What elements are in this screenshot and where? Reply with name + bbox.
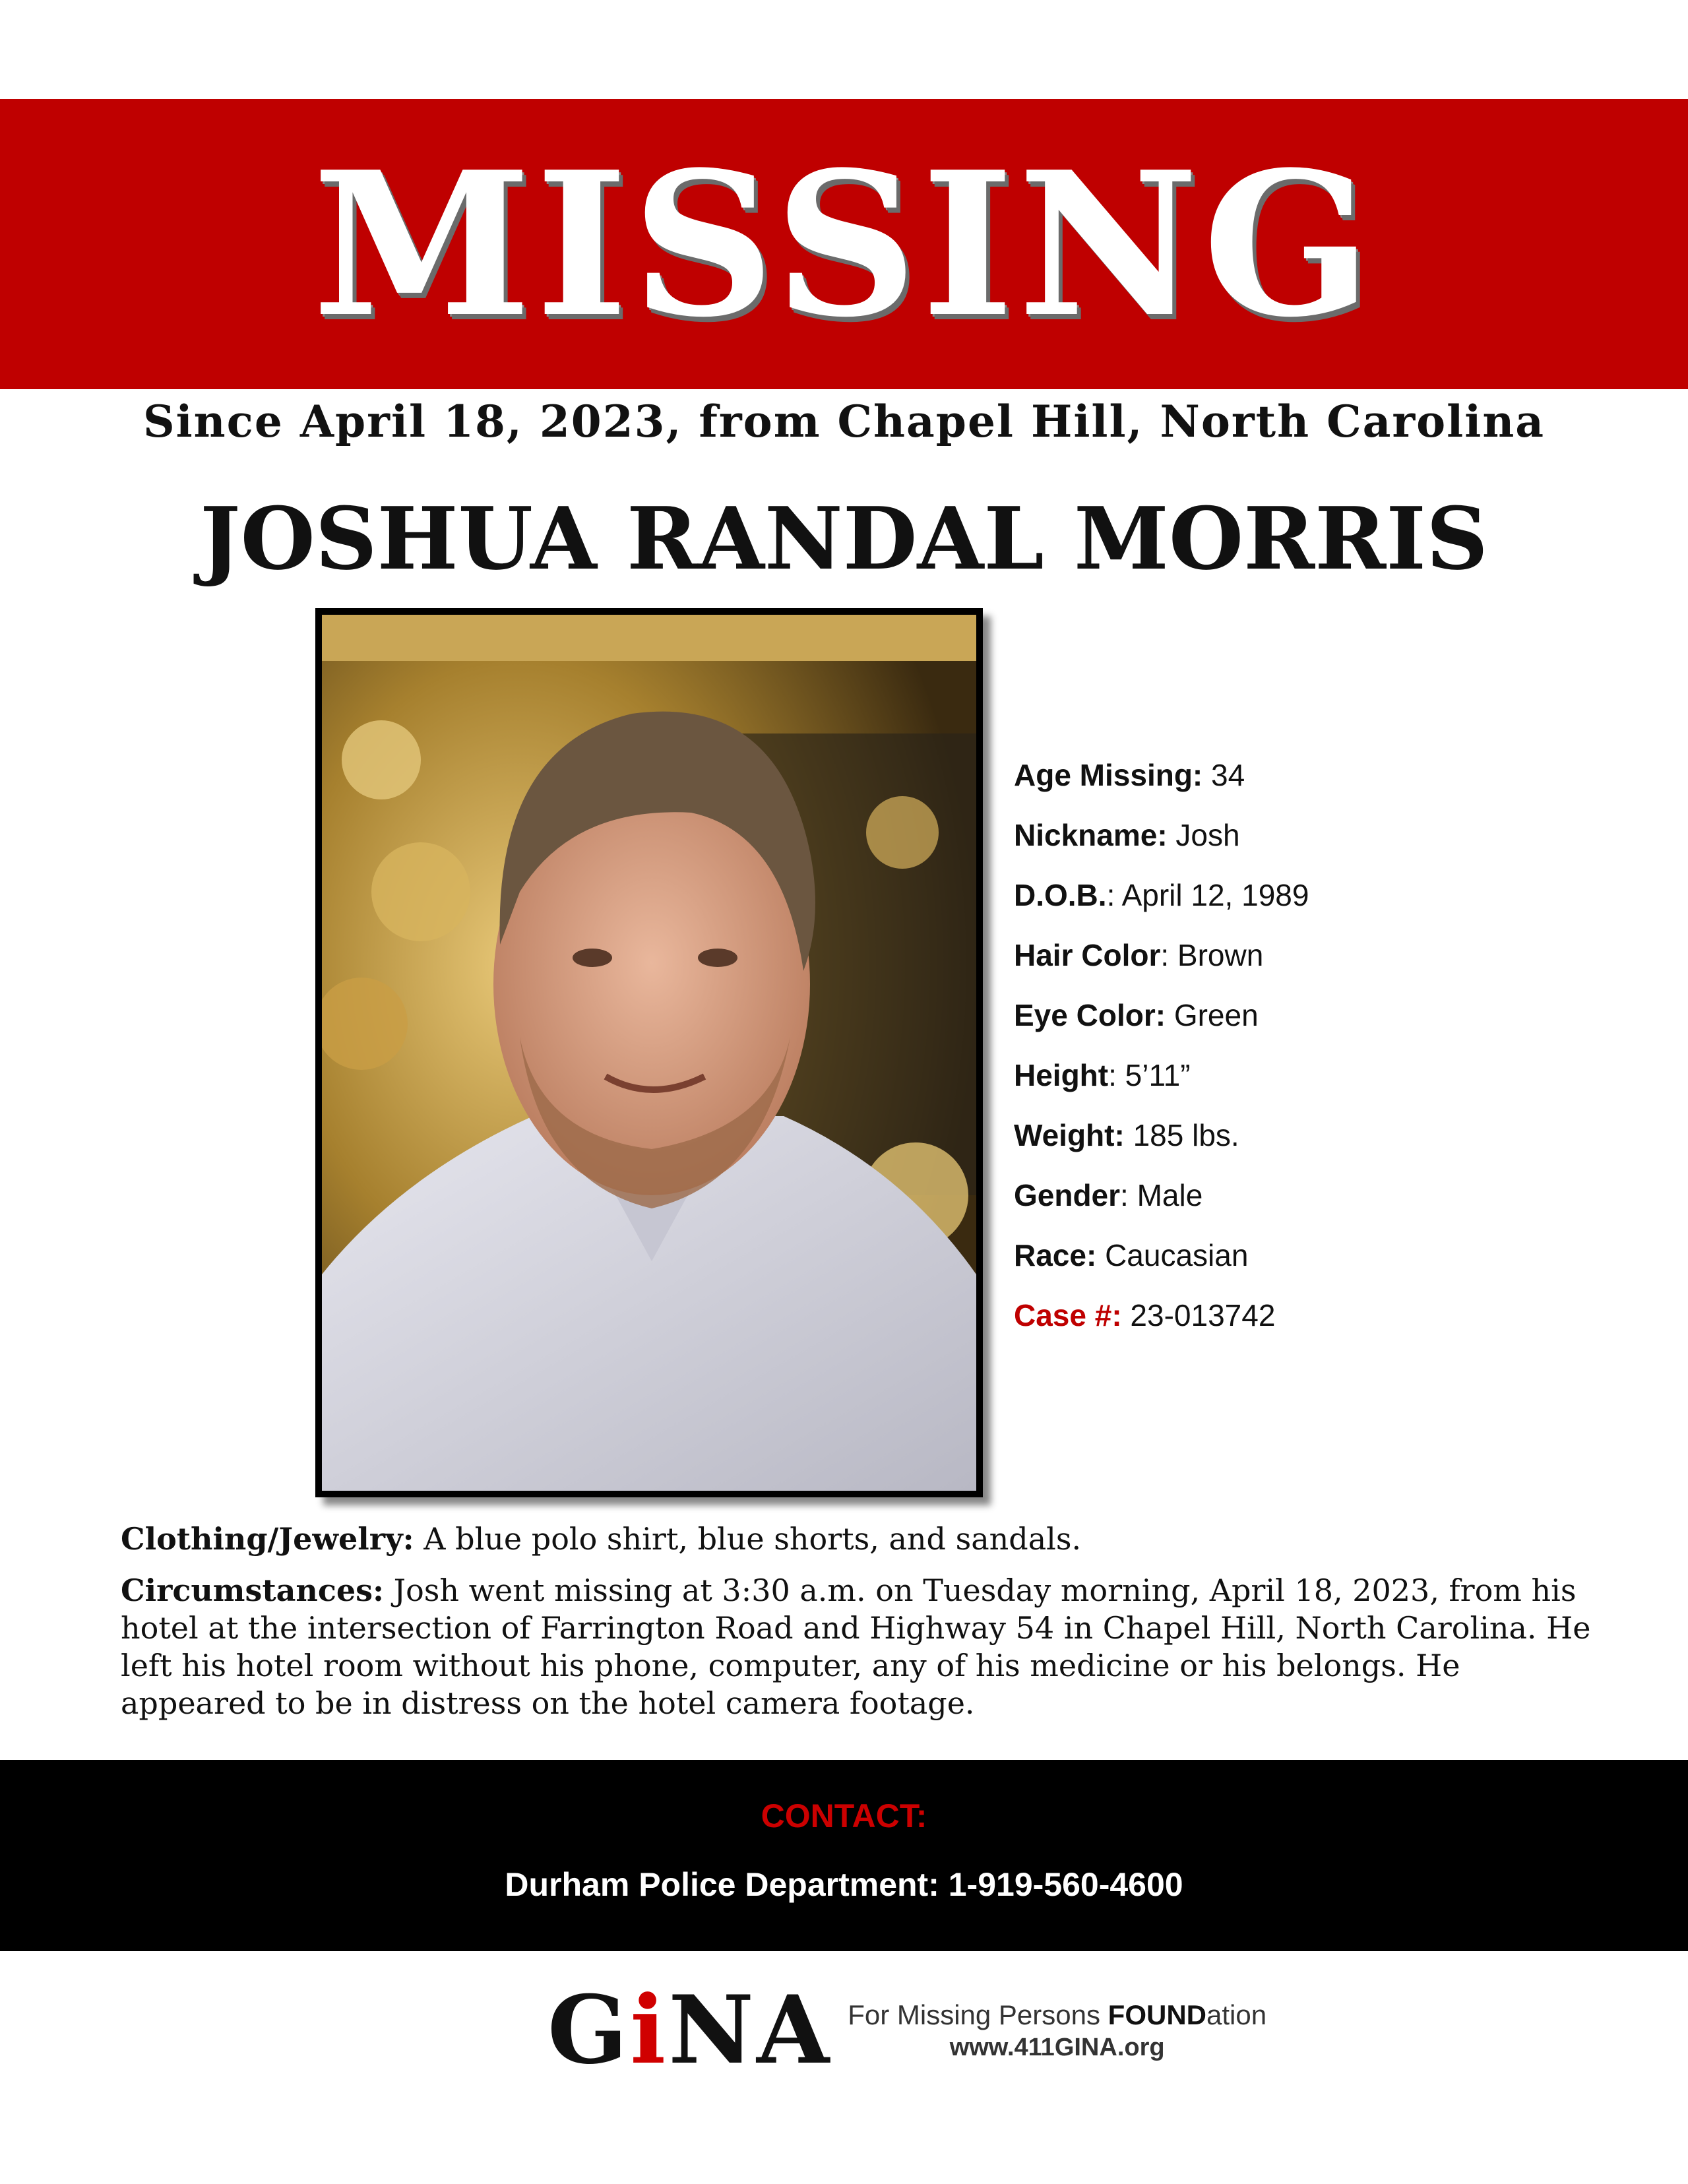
logo-letters-na: NA — [668, 1976, 832, 2085]
gina-logo — [547, 1976, 1267, 2085]
detail-height — [1014, 1045, 1660, 1106]
detail-eye-color — [1014, 985, 1660, 1045]
detail-value: Caucasian — [1096, 1238, 1249, 1272]
detail-label: Age Missing: — [1014, 758, 1203, 792]
detail-label: Nickname: — [1014, 818, 1168, 852]
detail-label: Case #: — [1014, 1298, 1122, 1332]
detail-hair-color — [1014, 925, 1660, 985]
detail-value: Green — [1166, 998, 1259, 1032]
logo-letter-g: G — [547, 1976, 631, 2085]
detail-value: 185 lbs. — [1124, 1118, 1239, 1152]
detail-label: Height — [1014, 1058, 1109, 1092]
detail-label: Gender — [1014, 1178, 1121, 1212]
detail-value: : Brown — [1160, 938, 1264, 972]
since-line: Since April 18, 2023, from Chapel Hill, North Carolina — [142, 396, 1546, 447]
gina-wordmark — [547, 1976, 832, 2085]
circumstances-paragraph — [121, 1572, 1592, 1722]
detail-value: : April 12, 1989 — [1106, 878, 1309, 912]
circumstances-label: Circumstances: — [121, 1573, 384, 1608]
circumstances-text: Josh went missing at 3:30 a.m. on Tuesday morning, April 18, 2023, from his hotel at the intersection of Farrington Road and Highway 54 in Chapel Hill, North Carolina. He left his hotel room without his phone, computer, any of his medicine or his belongs. He appeared to be in distress on the hotel camera footage. — [121, 1573, 1591, 1721]
person-name: JOSHUA RANDAL MORRIS — [200, 488, 1488, 589]
detail-weight — [1014, 1106, 1660, 1166]
portrait-image — [322, 615, 976, 1491]
missing-banner — [0, 99, 1688, 389]
detail-label: Eye Color: — [1014, 998, 1166, 1032]
person-photo — [315, 608, 983, 1497]
banner-title: MISSING — [312, 127, 1376, 361]
gina-website[interactable]: www.411GINA.org — [949, 2033, 1165, 2061]
detail-value: 34 — [1203, 758, 1245, 792]
gina-tagline — [848, 1999, 1266, 2062]
clothing-paragraph — [121, 1520, 1592, 1558]
detail-value: : 5’11” — [1108, 1058, 1191, 1092]
contact-title: CONTACT: — [761, 1797, 927, 1834]
detail-value: : Male — [1120, 1178, 1203, 1212]
tagline-post: ation — [1206, 1999, 1267, 2030]
detail-label: Hair Color — [1014, 938, 1161, 972]
detail-label: Race: — [1014, 1238, 1097, 1272]
detail-label: Weight: — [1014, 1118, 1125, 1152]
detail-dob — [1014, 865, 1660, 925]
logo-letter-i: i — [630, 1976, 669, 2085]
detail-race — [1014, 1226, 1660, 1286]
tagline-text — [848, 1999, 1266, 2031]
detail-gender — [1014, 1166, 1660, 1226]
detail-age — [1014, 745, 1660, 805]
detail-value: Josh — [1167, 818, 1240, 852]
tagline-pre: For Missing Persons — [848, 1999, 1108, 2030]
detail-nickname — [1014, 805, 1660, 865]
detail-label: D.O.B. — [1014, 878, 1107, 912]
person-details — [1014, 745, 1660, 1346]
contact-bar — [0, 1760, 1688, 1951]
contact-phone: Durham Police Department: 1-919-560-4600 — [505, 1866, 1183, 1903]
tagline-bold: FOUND — [1108, 1999, 1206, 2030]
detail-value: 23-013742 — [1121, 1298, 1276, 1332]
clothing-label: Clothing/Jewelry: — [121, 1521, 414, 1557]
detail-case-number — [1014, 1286, 1660, 1346]
clothing-text: A blue polo shirt, blue shorts, and sandals. — [414, 1521, 1082, 1557]
